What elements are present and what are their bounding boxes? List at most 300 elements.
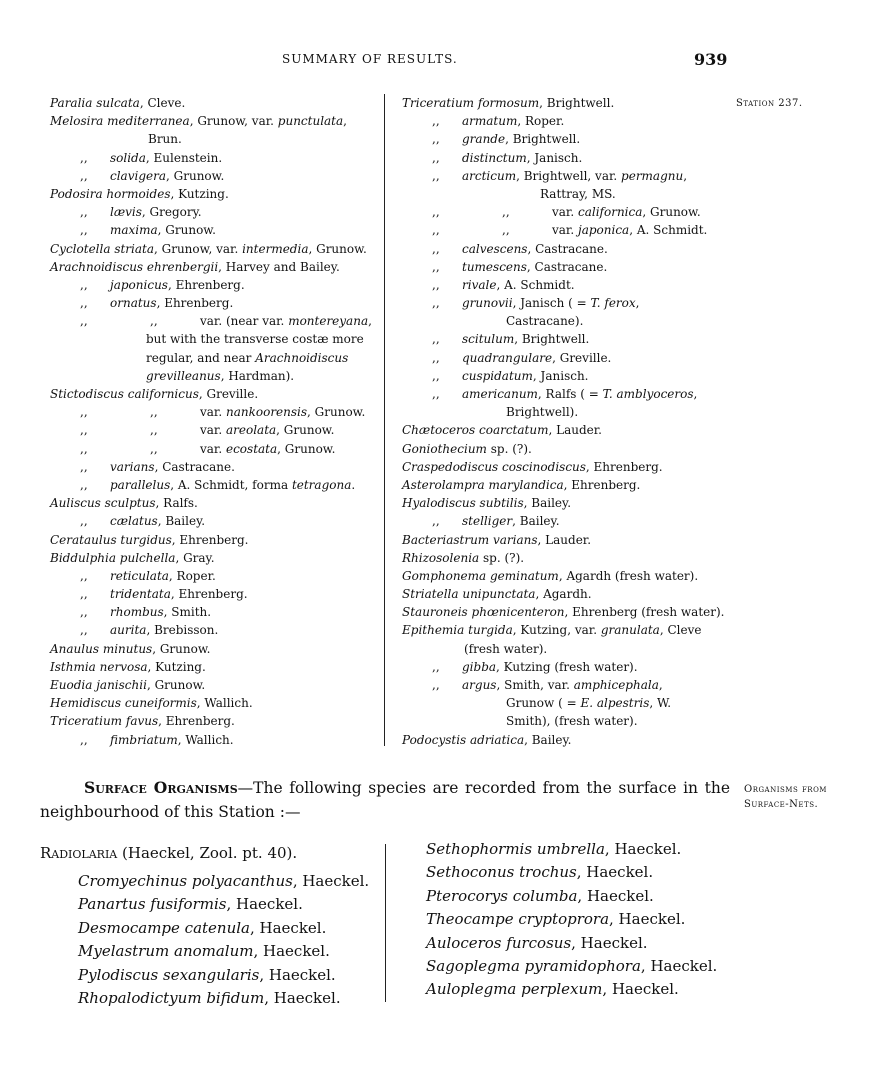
- list-item: [402, 385, 732, 403]
- species-name: calvescens: [462, 241, 528, 256]
- species-authority: , Lauder.: [548, 423, 602, 438]
- list-item-text: [50, 494, 198, 512]
- species-authority: var.: [200, 405, 226, 420]
- species-authority: , Grunow, var.: [154, 241, 243, 256]
- ditto-mark: ,,: [80, 423, 88, 438]
- species-name: Hemidiscus cuneiformis: [50, 696, 197, 711]
- species-name: Cyclotella striata: [50, 241, 154, 256]
- species-name: reticulata: [110, 568, 169, 583]
- list-item-text: [552, 203, 701, 221]
- list-item: [50, 258, 380, 276]
- list-item-text: [402, 549, 524, 567]
- list-item-text: [506, 403, 578, 421]
- ditto-mark: ,,: [80, 568, 88, 583]
- species-name: Bacteriastrum varians: [402, 532, 538, 547]
- species-authority: , Grunow.: [642, 205, 701, 220]
- list-item: [402, 658, 732, 676]
- list-item: [50, 494, 380, 512]
- species-authority: , Haeckel.: [264, 988, 341, 1007]
- species-authority: , Smith.: [163, 605, 212, 620]
- list-item: [50, 676, 380, 694]
- list-item: [402, 94, 732, 112]
- list-item: [50, 440, 380, 458]
- variety-name: montereyana: [288, 314, 369, 329]
- species-authority: , Kutzing.: [147, 659, 206, 674]
- variety-name: punctulata: [277, 114, 344, 129]
- list-item-text: [462, 240, 608, 258]
- species-name: Euodia janischii: [50, 678, 147, 692]
- left-species-column: [50, 94, 380, 749]
- list-item-text: [146, 330, 364, 348]
- list-item: [402, 330, 732, 348]
- species-authority: var.: [552, 223, 578, 238]
- list-item: [50, 312, 380, 330]
- species-name: arcticum: [462, 168, 517, 183]
- list-item-text: [462, 676, 663, 694]
- species-authority: var.: [200, 441, 226, 456]
- species-name: ornatus: [110, 296, 157, 311]
- ditto-mark: ,,: [432, 350, 440, 365]
- list-item-text: [146, 367, 294, 385]
- species-authority: , Smith, var.: [496, 678, 574, 692]
- species-authority: , Haeckel.: [576, 863, 654, 882]
- list-item-text: [50, 531, 249, 549]
- ditto-mark: ,,: [80, 168, 88, 183]
- ditto-mark: ,,: [432, 296, 440, 311]
- list-item-text: [200, 440, 335, 458]
- station-note: Station 237.: [736, 98, 803, 109]
- species-authority: but with the transverse costæ more: [146, 332, 364, 347]
- variety-name: Arachnoidiscus: [255, 350, 349, 365]
- list-item: [402, 167, 732, 185]
- list-item: [50, 694, 380, 712]
- species-name: Cerataulus turgidus: [50, 532, 172, 547]
- list-item: [402, 367, 732, 385]
- variety-name: T. amblyoceros: [602, 387, 694, 401]
- list-item-text: [506, 694, 671, 712]
- species-name: Gomphonema geminatum: [402, 568, 559, 583]
- species-authority: , Agardh (fresh water).: [558, 568, 699, 583]
- species-name: Panartus fusiformis: [78, 895, 227, 914]
- list-item-text: [402, 440, 532, 458]
- species-authority: , Ralfs.: [155, 496, 198, 511]
- species-name: rivale: [462, 277, 497, 292]
- list-item: [50, 149, 380, 167]
- ditto-mark: ,,: [80, 441, 88, 456]
- species-name: Auloceros furcosus: [426, 933, 572, 952]
- list-item-text: [540, 185, 616, 203]
- species-authority: , Gray.: [175, 550, 215, 565]
- species-authority: , Haeckel.: [640, 956, 718, 975]
- species-name: clavigera: [110, 168, 167, 183]
- list-item: [402, 567, 732, 585]
- species-name: tumescens: [462, 259, 527, 274]
- list-item-text: [402, 458, 663, 476]
- species-authority: , A. Schmidt.: [496, 277, 575, 292]
- list-item: [402, 130, 732, 148]
- species-authority: , Grunow.: [277, 441, 336, 456]
- list-item: [402, 640, 732, 658]
- species-authority: , Haeckel.: [602, 980, 679, 999]
- species-authority: , Haeckel.: [609, 910, 686, 929]
- list-item: [402, 603, 732, 621]
- species-authority: ,: [693, 387, 698, 401]
- variety-name: japonica: [577, 223, 630, 238]
- list-item: [50, 567, 380, 585]
- list-item-text: [200, 312, 372, 330]
- list-item: [402, 421, 732, 439]
- list-item-text: [110, 512, 205, 530]
- species-authority: , Grunow.: [307, 405, 366, 420]
- list-item: [50, 130, 380, 148]
- species-name: maxima: [110, 223, 158, 238]
- running-title: SUMMARY OF RESULTS.: [282, 52, 458, 66]
- list-item: [50, 421, 380, 439]
- list-item: [402, 440, 732, 458]
- species-authority: , Brightwell, var.: [516, 168, 622, 183]
- species-name: Podocystis adriatica: [402, 732, 525, 747]
- species-authority: var.: [552, 205, 578, 220]
- radiolaria-right-column: [426, 838, 717, 1002]
- list-item-text: [462, 149, 582, 167]
- species-authority: , Wallich.: [196, 696, 253, 711]
- species-authority: , Haeckel.: [259, 965, 336, 984]
- species-authority: , Eulenstein.: [145, 150, 223, 165]
- organisms-note-line-1: Organisms from: [744, 784, 827, 795]
- list-item: [426, 885, 717, 908]
- species-name: Hyalodiscus subtilis: [402, 496, 524, 511]
- ditto-mark: ,,: [80, 459, 88, 474]
- variety-name: intermedia: [242, 241, 309, 256]
- species-name: Cromyechinus polyacanthus: [78, 872, 293, 890]
- species-name: Asterolampra marylandica: [402, 477, 564, 492]
- species-authority: , Roper.: [168, 568, 216, 583]
- species-authority: ,: [683, 168, 688, 183]
- ditto-mark: ,,: [80, 205, 88, 220]
- species-authority: , Haeckel.: [577, 886, 654, 905]
- species-name: Rhizosolenia: [402, 550, 480, 565]
- list-item-text: [50, 676, 205, 694]
- species-name: solida: [110, 150, 146, 165]
- species-authority: , Agardh.: [535, 587, 592, 602]
- species-name: Paralia sulcata: [50, 96, 140, 110]
- variety-name: granulata: [600, 623, 660, 638]
- list-item-text: [462, 658, 638, 676]
- list-item-text: [110, 167, 224, 185]
- species-authority: , Haeckel.: [571, 933, 648, 952]
- variety-name: tetragona: [291, 477, 352, 492]
- species-name: lævis: [110, 205, 142, 220]
- ditto-mark: ,,: [80, 150, 88, 165]
- list-item: [402, 712, 732, 730]
- list-item: [426, 955, 717, 978]
- variety-name: nankoorensis: [225, 405, 308, 420]
- radiolaria-divider: [385, 844, 386, 1002]
- ditto-mark: ,,: [432, 150, 440, 165]
- ditto-mark: ,,: [502, 205, 510, 220]
- list-item-text: [402, 567, 698, 585]
- species-name: distinctum: [462, 150, 527, 165]
- list-item-text: [402, 731, 572, 749]
- species-authority: regular, and near: [146, 350, 256, 365]
- species-name: japonicus: [110, 277, 168, 292]
- list-item: [402, 185, 732, 203]
- species-authority: Grunow ( =: [506, 696, 581, 711]
- list-item: [402, 149, 732, 167]
- list-item: [402, 276, 732, 294]
- list-item-text: [402, 494, 571, 512]
- list-item: [426, 861, 717, 884]
- ditto-mark: ,,: [432, 678, 440, 692]
- ditto-mark: ,,: [80, 314, 88, 329]
- radiolaria-label: Radiolaria: [40, 844, 118, 862]
- species-authority: , Janisch.: [532, 368, 589, 383]
- list-item: [402, 203, 732, 221]
- variety-name: permagnu: [621, 168, 684, 183]
- list-item: [50, 603, 380, 621]
- list-item-text: [462, 512, 560, 530]
- list-item-text: [50, 185, 229, 203]
- list-item: [50, 221, 380, 239]
- ditto-mark: ,,: [80, 477, 88, 492]
- list-item-text: [462, 294, 639, 312]
- list-item: [50, 403, 380, 421]
- list-item-text: [200, 421, 334, 439]
- species-authority: , Kutzing, var.: [512, 623, 601, 638]
- species-authority: , Hardman).: [220, 368, 295, 383]
- species-authority: ,: [635, 296, 640, 311]
- variety-name: areolata: [225, 423, 277, 438]
- list-item: [78, 893, 369, 916]
- list-item-text: [110, 149, 222, 167]
- ditto-mark: ,,: [432, 114, 440, 129]
- species-authority: , Ralfs ( =: [537, 387, 603, 401]
- species-authority: , Brightwell.: [514, 332, 590, 347]
- species-authority: , Haeckel.: [253, 942, 330, 961]
- species-name: grande: [462, 132, 506, 147]
- ditto-mark: ,,: [80, 587, 88, 602]
- list-item-text: [110, 203, 202, 221]
- list-item: [402, 494, 732, 512]
- species-authority: Brun.: [148, 132, 182, 147]
- species-authority: Castracane).: [506, 314, 584, 329]
- species-authority: , Roper.: [517, 114, 565, 129]
- species-authority: , Bailey.: [523, 496, 572, 511]
- list-item: [50, 658, 380, 676]
- list-item: [50, 640, 380, 658]
- list-item-text: [402, 421, 602, 439]
- list-item-text: [110, 731, 234, 749]
- species-name: americanum: [462, 387, 538, 401]
- list-item: [402, 312, 732, 330]
- species-authority: , Ehrenberg.: [563, 477, 641, 492]
- list-item-text: [506, 312, 583, 330]
- list-item: [402, 349, 732, 367]
- species-authority: , Haeckel.: [249, 918, 327, 937]
- species-name: Myelastrum anomalum: [78, 942, 254, 961]
- species-authority: ,: [658, 678, 663, 692]
- species-name: Triceratium favus: [50, 714, 159, 729]
- species-authority: , Grunow.: [166, 168, 225, 183]
- species-authority: , Greville.: [198, 387, 259, 401]
- species-authority: , Bailey.: [512, 514, 560, 529]
- radiolaria-heading: [40, 844, 297, 862]
- list-item-text: [464, 640, 547, 658]
- radiolaria-label-rest: (Haeckel, Zool. pt. 40).: [117, 844, 298, 862]
- species-authority: Smith), (fresh water).: [506, 714, 638, 729]
- species-name: Arachnoidiscus ehrenbergii: [50, 259, 219, 274]
- list-item: [426, 838, 717, 861]
- list-item: [402, 549, 732, 567]
- species-authority: , Haeckel.: [604, 840, 682, 858]
- species-authority: , Janisch ( =: [512, 296, 591, 311]
- species-authority: , Grunow.: [146, 678, 206, 692]
- list-item-text: [402, 94, 614, 112]
- list-item-text: [402, 476, 640, 494]
- list-item: [402, 294, 732, 312]
- ditto-mark: ,,: [432, 205, 440, 220]
- ditto-mark: ,,: [502, 223, 510, 238]
- species-authority: (fresh water).: [464, 641, 548, 656]
- list-item-text: [50, 694, 253, 712]
- list-item: [402, 112, 732, 130]
- list-item: [50, 167, 380, 185]
- list-item: [402, 621, 732, 639]
- list-item-text: [110, 476, 355, 494]
- list-item: [50, 731, 380, 749]
- list-item-text: [462, 385, 697, 403]
- list-item-text: [110, 458, 235, 476]
- ditto-mark: ,,: [432, 259, 440, 274]
- list-item-text: [50, 712, 235, 730]
- species-authority: , Haeckel.: [292, 872, 370, 890]
- list-item-text: [462, 130, 580, 148]
- ditto-mark: ,,: [80, 605, 88, 620]
- species-name: Epithemia turgida: [402, 623, 513, 638]
- list-item-text: [462, 367, 589, 385]
- list-item: [78, 987, 369, 1010]
- paragraph-line-1-text: —The following species are recorded from the surface in the: [237, 779, 730, 797]
- list-item-text: [50, 640, 211, 658]
- ditto-mark: ,,: [432, 277, 440, 292]
- list-item-text: [110, 221, 216, 239]
- species-authority: , Ehrenberg.: [171, 532, 249, 547]
- list-item-text: [110, 621, 218, 639]
- list-item: [402, 531, 732, 549]
- species-name: Sethoconus trochus: [426, 863, 577, 882]
- species-authority: , Grunow.: [152, 641, 211, 656]
- list-item-text: [402, 603, 725, 621]
- species-authority: , W.: [649, 696, 672, 711]
- list-item-text: [506, 712, 638, 730]
- species-authority: , Cleve.: [139, 96, 186, 110]
- species-name: scitulum: [462, 332, 515, 347]
- list-item: [50, 549, 380, 567]
- species-name: Pterocorys columba: [426, 886, 578, 905]
- paragraph-line-1: [40, 776, 730, 800]
- list-item: [402, 476, 732, 494]
- list-item: [50, 367, 380, 385]
- list-item-text: [462, 349, 611, 367]
- species-name: gibba: [462, 659, 497, 674]
- list-item: [50, 294, 380, 312]
- species-authority: Rattray, MS.: [540, 186, 616, 201]
- list-item: [402, 221, 732, 239]
- ditto-mark: ,,: [80, 405, 88, 420]
- list-item-text: [462, 167, 687, 185]
- list-item-text: [462, 276, 575, 294]
- species-authority: , Ehrenberg.: [170, 587, 248, 602]
- ditto-mark: ,,: [80, 732, 88, 747]
- list-item: [50, 349, 380, 367]
- surface-organisms-paragraph: [40, 776, 730, 824]
- ditto-mark: ,,: [432, 332, 440, 347]
- species-name: Desmocampe catenula: [78, 918, 250, 937]
- list-item: [50, 94, 380, 112]
- species-authority: , Ehrenberg.: [156, 296, 234, 311]
- list-item: [402, 458, 732, 476]
- species-authority: , Greville.: [552, 350, 612, 365]
- species-name: quadrangulare: [462, 350, 553, 365]
- list-item-text: [200, 403, 365, 421]
- species-name: rhombus: [110, 605, 164, 620]
- species-name: cuspidatum: [462, 368, 533, 383]
- list-item: [402, 676, 732, 694]
- list-item: [50, 531, 380, 549]
- list-item-text: [50, 112, 347, 130]
- species-name: Melosira mediterranea: [50, 114, 190, 129]
- list-item-text: [552, 221, 707, 239]
- species-name: fimbriatum: [110, 732, 178, 747]
- species-name: Podosira hormoides: [50, 186, 171, 201]
- ditto-mark: ,,: [80, 277, 88, 292]
- list-item: [78, 964, 369, 987]
- species-authority: ,: [343, 114, 347, 129]
- species-name: Chætoceros coarctatum: [402, 423, 549, 438]
- species-authority: , Gregory.: [141, 205, 202, 220]
- species-authority: , Bailey.: [157, 514, 206, 529]
- list-item-text: [402, 585, 592, 603]
- list-item-text: [402, 621, 701, 639]
- species-authority: , A. Schmidt.: [629, 223, 708, 238]
- ditto-mark: ,,: [150, 423, 158, 438]
- list-item: [50, 276, 380, 294]
- species-name: aurita: [110, 623, 147, 638]
- list-item: [402, 240, 732, 258]
- species-name: Goniothecium: [402, 441, 487, 456]
- column-divider: [384, 94, 385, 746]
- ditto-mark: ,,: [432, 223, 440, 238]
- list-item: [50, 240, 380, 258]
- species-name: Stauroneis phœnicenteron: [402, 605, 565, 620]
- list-item-text: [50, 240, 367, 258]
- ditto-mark: ,,: [432, 132, 440, 147]
- list-item-text: [110, 585, 248, 603]
- variety-name: T. ferox: [590, 296, 636, 311]
- list-item-text: [50, 258, 340, 276]
- species-authority: , Grunow, var.: [189, 114, 278, 129]
- species-authority: , Brebisson.: [146, 623, 219, 638]
- species-name: stelliger: [462, 514, 513, 529]
- list-item-text: [50, 549, 215, 567]
- right-species-column: [402, 94, 732, 749]
- list-item-text: [110, 276, 245, 294]
- list-item: [402, 258, 732, 276]
- species-authority: , Grunow.: [157, 223, 216, 238]
- species-authority: , Grunow.: [276, 423, 335, 438]
- ditto-mark: ,,: [150, 441, 158, 456]
- variety-name: ecostata: [225, 441, 278, 456]
